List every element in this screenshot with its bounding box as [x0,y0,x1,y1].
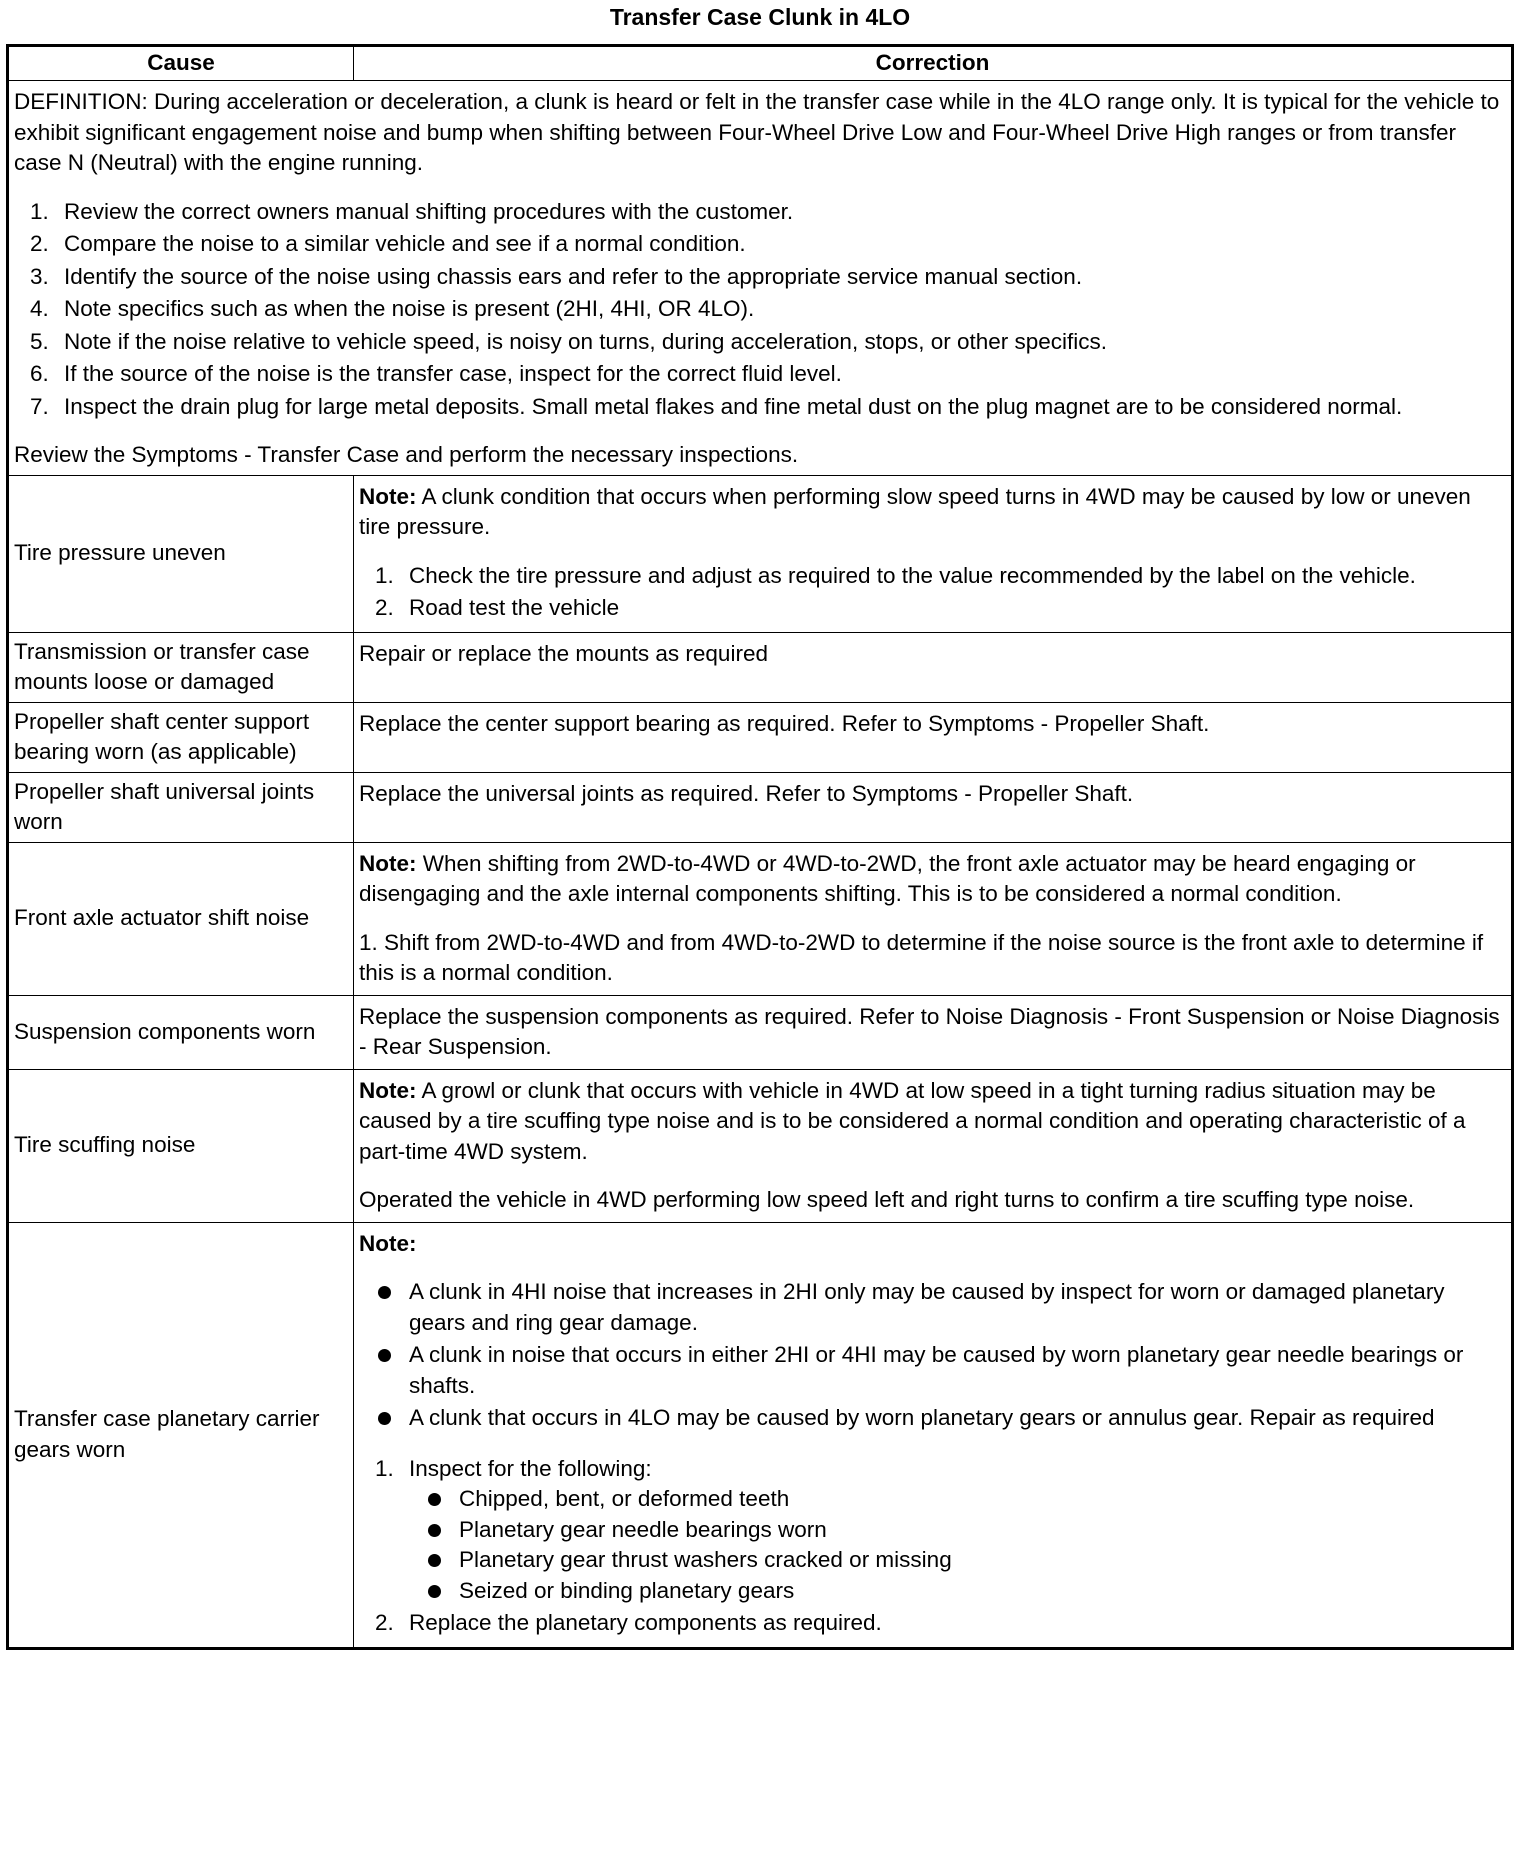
note-bullets [359,1277,1506,1434]
correction-cell: Repair or replace the mounts as required [354,632,1513,702]
table-row [8,632,1513,702]
bullet-icon [428,1554,441,1567]
list-item: A clunk in 4HI noise that increases in 2HI only may be caused by inspect for worn or damaged planetary gears and ring gear damage. [359,1277,1506,1338]
correction-cell [354,1069,1513,1222]
note-text: A growl or clunk that occurs with vehicle in 4WD at low speed in a tight turning radius situation may be caused by a tire scuffing type noise and is to be considered a normal condition and operating characteristic of a part-time 4WD system. [359,1077,1466,1164]
table-header-row [8,46,1513,81]
diagnostic-table [6,44,1514,1650]
list-item: A clunk in noise that occurs in either 2HI or 4HI may be caused by worn planetary gear needle bearings or shafts. [359,1340,1506,1401]
list-item: Chipped, bent, or deformed teeth [409,1484,1506,1515]
note-label: Note: [359,483,417,509]
list-item: Planetary gear needle bearings worn [409,1515,1506,1546]
table-row [8,842,1513,995]
correction-cell [354,1222,1513,1648]
table-row [8,702,1513,772]
bullet-icon [378,1286,391,1299]
definition-steps [14,197,1506,423]
list-item: 2. Compare the noise to a similar vehicle and see if a normal condition. [30,231,746,256]
list-item: Seized or binding planetary gears [409,1576,1506,1607]
definition-row [8,81,1513,476]
list-item: 3. Identify the source of the noise using chassis ears and refer to the appropriate service manual section. [30,263,1083,289]
definition-footer: Review the Symptoms - Transfer Case and perform the necessary inspections. [14,442,799,467]
list-item: A clunk that occurs in 4LO may be caused by worn planetary gears or annulus gear. Repair as required [359,1403,1506,1434]
bullet-icon [428,1524,441,1537]
note-text: A clunk condition that occurs when performing slow speed turns in 4WD may be caused by low or uneven tire pressure. [359,483,1471,539]
bullet-icon [378,1412,391,1425]
definition-text: DEFINITION: During acceleration or deceleration, a clunk is heard or felt in the transfer case while in the 4LO range only. It is typical for the vehicle to exhibit significant engagement noise and bump when shifting between Four-Wheel Drive Low and Four-Wheel Drive High ranges or from transfer case N (Neutral) with the engine running. [14,89,1500,175]
cause-cell: Propeller shaft universal joints worn [8,772,354,842]
table-row [8,772,1513,842]
list-item: 4. Note specifics such as when the noise is present (2HI, 4HI, OR 4LO). [30,296,755,321]
correction-cell [354,475,1513,632]
table-row [8,475,1513,632]
sub-bullets [409,1484,1506,1606]
bullet-icon [378,1349,391,1362]
table-row [8,1069,1513,1222]
cause-cell: Front axle actuator shift noise [8,842,354,995]
note-label: Note: [359,1077,417,1103]
document-title: Transfer Case Clunk in 4LO [609,4,911,30]
cause-cell: Tire pressure uneven [8,475,354,632]
cause-cell: Tire scuffing noise [8,1069,354,1222]
list-item: 7. Inspect the drain plug for large metal deposits. Small metal flakes and fine metal dust on the plug magnet are to be considered normal. [30,393,1403,419]
cause-cell: Suspension components worn [8,995,354,1069]
list-item: 1. Check the tire pressure and adjust as required to the value recommended by the label on the vehicle. [375,562,1416,588]
correction-cell: Replace the suspension components as required. Refer to Noise Diagnosis - Front Suspension or Noise Diagnosis - Rear Suspension. [354,995,1513,1069]
table-row [8,995,1513,1069]
correction-cell: Replace the universal joints as required. Refer to Symptoms - Propeller Shaft. [354,772,1513,842]
list-item: 6. If the source of the noise is the transfer case, inspect for the correct fluid level. [30,361,842,386]
bullet-icon [428,1585,441,1598]
note-label: Note: [359,1230,417,1256]
correction-cell [354,842,1513,995]
list-item: Planetary gear thrust washers cracked or missing [409,1545,1506,1576]
list-item: 5. Note if the noise relative to vehicle speed, is noisy on turns, during acceleration, stops, or other specifics. [30,328,1108,354]
correction-cell: Replace the center support bearing as required. Refer to Symptoms - Propeller Shaft. [354,702,1513,772]
correction-step: Operated the vehicle in 4WD performing low speed left and right turns to confirm a tire scuffing type noise. [359,1187,1415,1212]
list-item: 2. Road test the vehicle [375,595,620,620]
note-label: Note: [359,850,417,876]
note-text: When shifting from 2WD-to-4WD or 4WD-to-2WD, the front axle actuator may be heard engaging or disengaging and the axle internal components shifting. This is to be considered a normal condition. [359,850,1416,906]
list-item: 1. Inspect for the following: Chipped, bent, or deformed teeth Planetary gear needle bearings worn Planetary gear thrust washers cracked or missing Seized or binding planetary gears [359,1454,1506,1607]
correction-steps [359,561,1506,624]
header-cause: Cause [8,46,354,81]
header-correction: Correction [354,46,1513,81]
list-item: 2. Replace the planetary components as required. [375,1610,882,1635]
correction-steps [359,1454,1506,1639]
cause-cell: Transmission or transfer case mounts loose or damaged [8,632,354,702]
bullet-icon [428,1493,441,1506]
table-row [8,1222,1513,1648]
list-item: 1. Review the correct owners manual shifting procedures with the customer. [30,198,794,224]
cause-cell: Transfer case planetary carrier gears worn [8,1222,354,1648]
cause-cell: Propeller shaft center support bearing worn (as applicable) [8,702,354,772]
definition-cell [8,81,1513,476]
correction-step: 1. Shift from 2WD-to-4WD and from 4WD-to-2WD to determine if the noise source is the front axle to determine if this is a normal condition. [359,929,1484,985]
